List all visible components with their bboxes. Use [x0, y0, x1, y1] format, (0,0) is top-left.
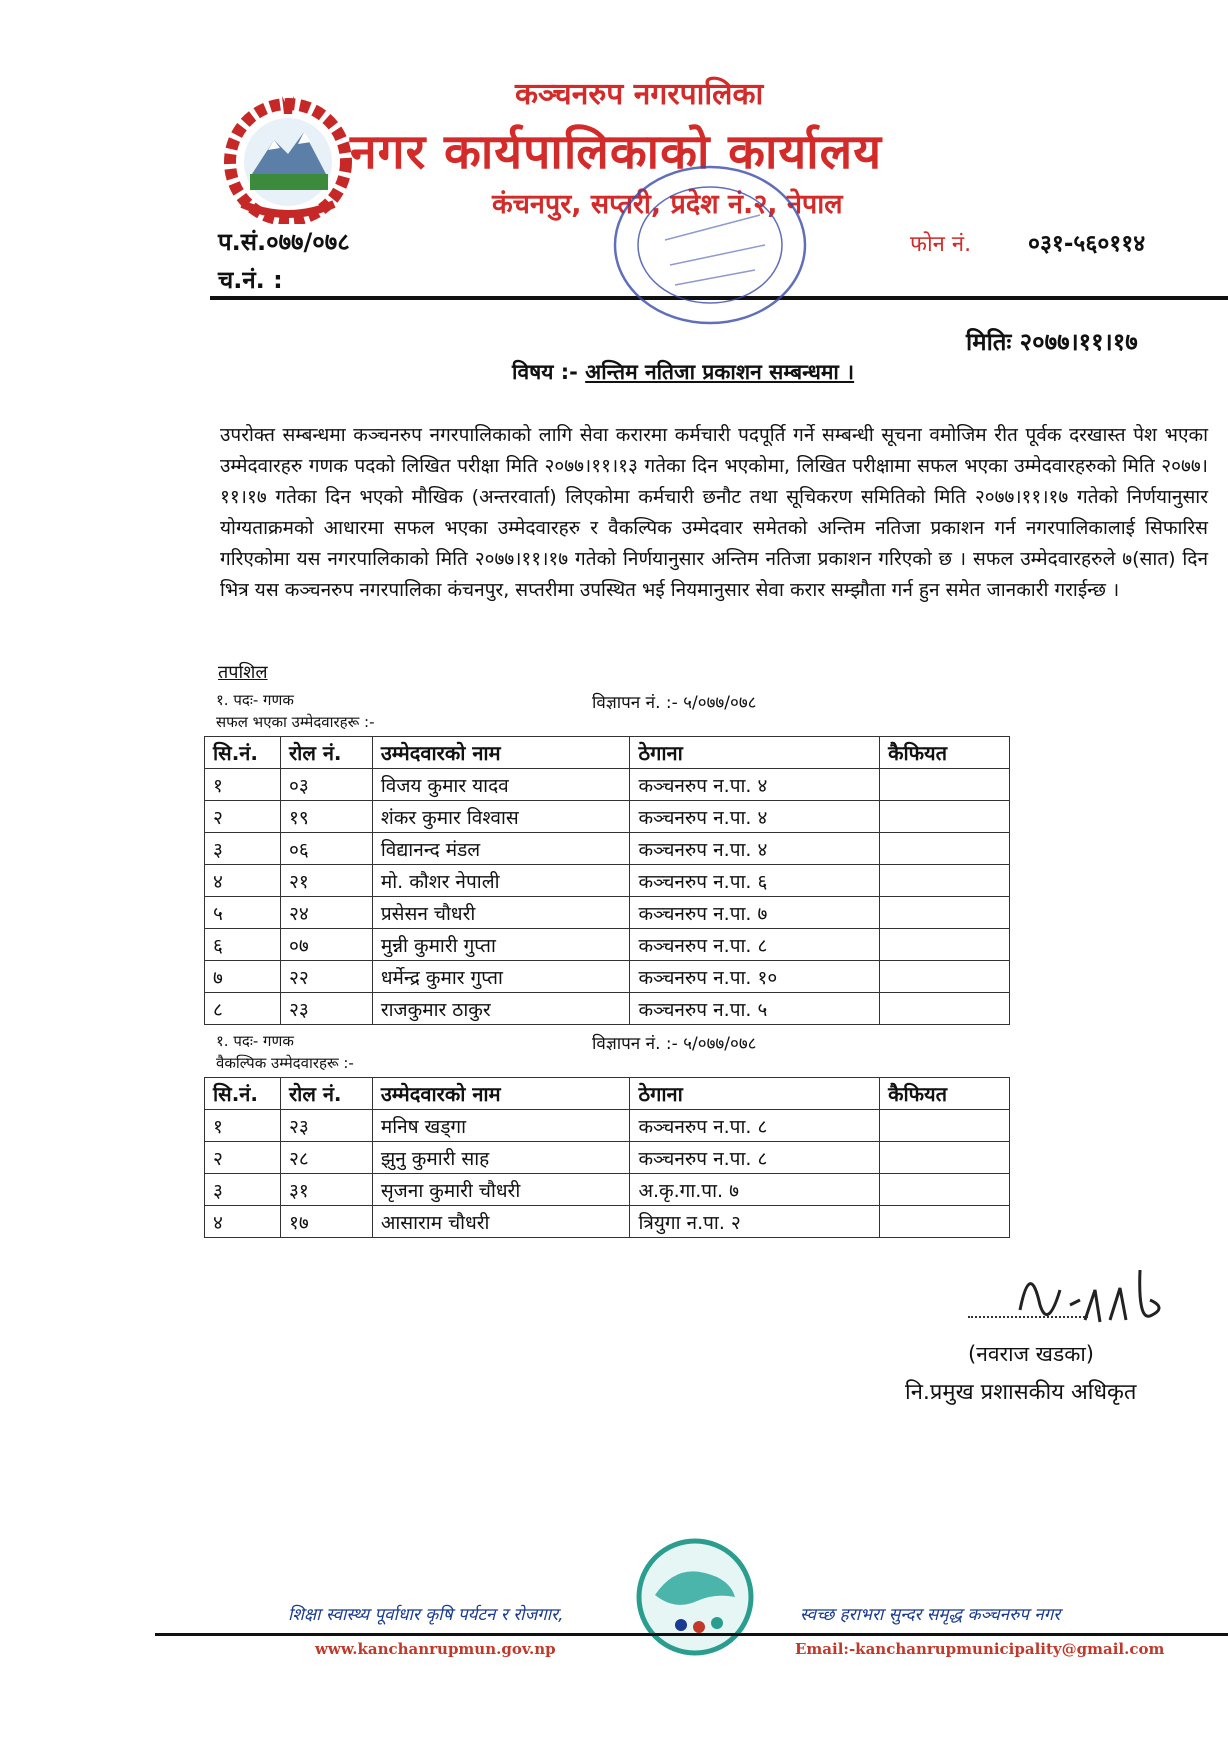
footer-divider — [155, 1633, 1228, 1636]
table-cell: ५ — [205, 897, 281, 929]
table-cell: विद्यानन्द मंडल — [372, 833, 630, 865]
table-cell: मनिष खड्गा — [372, 1110, 630, 1142]
table-cell: २२ — [280, 961, 372, 993]
table-row — [205, 801, 1010, 833]
footer-slogan-left: शिक्षा स्वास्थ्य पूर्वाधार कृषि पर्यटन र रोजगार, — [288, 1605, 564, 1625]
notice-number: विज्ञापन नं. :- ५/०७७/०७८ — [592, 1034, 757, 1054]
child-friendly-governance-logo-icon — [625, 1535, 765, 1665]
table-cell: कञ्चनरुप न.पा. ८ — [630, 929, 880, 961]
table-cell: मुन्नी कुमारी गुप्ता — [372, 929, 630, 961]
table-cell: कञ्चनरुप न.पा. ८ — [630, 1110, 880, 1142]
reference-number: प.सं.०७७/०७८ — [218, 228, 350, 256]
table-cell: कञ्चनरुप न.पा. ४ — [630, 833, 880, 865]
table-cell: ३ — [205, 1174, 281, 1206]
post-label: १. पदः- गणक — [216, 1032, 294, 1050]
table-cell — [880, 993, 1010, 1025]
dispatch-number: च.नं. : — [218, 266, 283, 294]
alternate-candidates-table — [204, 1077, 1010, 1238]
signatory-designation: नि.प्रमुख प्रशासकीय अधिकृत — [905, 1380, 1137, 1405]
column-header: ठेगाना — [630, 737, 880, 769]
table-cell: त्रियुगा न.पा. २ — [630, 1206, 880, 1238]
table-cell: २ — [205, 1142, 281, 1174]
column-header: रोल नं. — [280, 737, 372, 769]
table-cell: प्रसेसन चौधरी — [372, 897, 630, 929]
table-cell: ३१ — [280, 1174, 372, 1206]
table-cell: १७ — [280, 1206, 372, 1238]
table-cell: झुनु कुमारी साह — [372, 1142, 630, 1174]
table-cell: १९ — [280, 801, 372, 833]
table-cell — [880, 801, 1010, 833]
table-header-row — [205, 737, 1010, 769]
column-header: उम्मेदवारको नाम — [372, 1078, 630, 1110]
table-cell — [880, 897, 1010, 929]
table-cell: राजकुमार ठाकुर — [372, 993, 630, 1025]
table-cell — [880, 865, 1010, 897]
subject-prefix: विषय :- — [512, 360, 578, 384]
table-row — [205, 865, 1010, 897]
table-cell: विजय कुमार यादव — [372, 769, 630, 801]
table-cell — [880, 769, 1010, 801]
table-row — [205, 1206, 1010, 1238]
table-cell: धर्मेन्द्र कुमार गुप्ता — [372, 961, 630, 993]
table-cell — [880, 1174, 1010, 1206]
successful-candidates-table — [204, 736, 1010, 1025]
table-cell — [880, 961, 1010, 993]
successful-heading: सफल भएका उम्मेदवारहरू :- — [216, 713, 375, 731]
post-label: १. पदः- गणक — [216, 691, 294, 709]
table-cell: ०३ — [280, 769, 372, 801]
table-cell: सृजना कुमारी चौधरी — [372, 1174, 630, 1206]
municipality-name: कञ्चनरुप नगरपालिका — [515, 77, 764, 112]
table-cell: ४ — [205, 865, 281, 897]
table-cell: २४ — [280, 897, 372, 929]
table-cell: २३ — [280, 1110, 372, 1142]
table-row — [205, 1174, 1010, 1206]
table-cell: २८ — [280, 1142, 372, 1174]
table-cell — [880, 1110, 1010, 1142]
table-cell: ०६ — [280, 833, 372, 865]
letter-subject — [512, 358, 854, 386]
alternate-heading: वैकल्पिक उम्मेदवारहरू :- — [216, 1054, 354, 1072]
signature-icon — [1000, 1250, 1180, 1340]
column-header: सि.नं. — [205, 1078, 281, 1110]
email-link[interactable]: Email:-kanchanrupmunicipality@gmail.com — [795, 1640, 1165, 1658]
table-cell: कञ्चनरुप न.पा. ८ — [630, 1142, 880, 1174]
notice-number: विज्ञापन नं. :- ५/०७७/०७८ — [592, 693, 757, 713]
signature-line — [968, 1316, 1088, 1318]
table-cell — [880, 929, 1010, 961]
table-cell: कञ्चनरुप न.पा. १० — [630, 961, 880, 993]
table-cell — [880, 833, 1010, 865]
office-title: नगर कार्यपालिकाको कार्यालय — [350, 124, 883, 180]
table-header-row — [205, 1078, 1010, 1110]
table-cell: कञ्चनरुप न.पा. ४ — [630, 801, 880, 833]
column-header: उम्मेदवारको नाम — [372, 737, 630, 769]
table-cell: २१ — [280, 865, 372, 897]
table-row — [205, 993, 1010, 1025]
table-row — [205, 1142, 1010, 1174]
subject-text: अन्तिम नतिजा प्रकाशन सम्बन्धमा । — [585, 360, 855, 384]
column-header: ठेगाना — [630, 1078, 880, 1110]
table-cell: ४ — [205, 1206, 281, 1238]
table-row — [205, 897, 1010, 929]
table-cell: २३ — [280, 993, 372, 1025]
column-header: सि.नं. — [205, 737, 281, 769]
table-row — [205, 929, 1010, 961]
table-cell: ०७ — [280, 929, 372, 961]
footer-slogan-right: स्वच्छ हराभरा सुन्दर समृद्ध कञ्चनरुप नगर — [800, 1605, 1061, 1625]
table-cell: ८ — [205, 993, 281, 1025]
table-cell — [880, 1142, 1010, 1174]
table-row — [205, 769, 1010, 801]
table-cell: ६ — [205, 929, 281, 961]
table-cell: आसाराम चौधरी — [372, 1206, 630, 1238]
office-stamp-icon — [595, 145, 825, 335]
table-cell: १ — [205, 769, 281, 801]
table-cell: १ — [205, 1110, 281, 1142]
column-header: कैफियत — [880, 1078, 1010, 1110]
table-cell: २ — [205, 801, 281, 833]
table-cell: कञ्चनरुप न.पा. ६ — [630, 865, 880, 897]
nepal-emblem-icon — [212, 92, 364, 224]
phone-number: ०३१-५६०११४ — [1028, 231, 1146, 257]
table-cell: ७ — [205, 961, 281, 993]
table-cell: कञ्चनरुप न.पा. ४ — [630, 769, 880, 801]
letter-body: उपरोक्त सम्बन्धमा कञ्चनरुप नगरपालिकाको लागि सेवा करारमा कर्मचारी पदपूर्ति गर्ने सम्बन्धी सूचना वमोजिम रीत पूर्वक दरखास्त पेश भएका उम्मेदवारहरु गणक पदको लिखित परीक्षा मिति २०७७।११।१३ गतेका दिन भएकोमा, लिखित परीक्षामा सफल भएका उम्मेदवारहरुको मिति २०७७।११।१७ गतेका दिन भएको मौखिक (अन्तरवार्ता) लिएकोमा कर्मचारी छनौट तथा सूचिकरण समितिको मिति २०७७।११।१७ गतेको निर्णयानुसार योग्यताक्रमको आधारमा सफल भएका उम्मेदवारहरु र वैकल्पिक उम्मेदवार समेतको अन्तिम नतिजा प्रकाशन गर्न नगरपालिकालाई सिफारिस गरिएकोमा यस नगरपालिकाको मिति २०७७।११।१७ गतेको निर्णयानुसार अन्तिम नतिजा प्रकाशन गरिएको छ । सफल उम्मेदवारहरुले ७(सात) दिन भित्र यस कञ्चनरुप नगरपालिका कंचनपुर, सप्तरीमा उपस्थित भई नियमानुसार सेवा करार सम्झौता गर्न हुन समेत जानकारी गराईन्छ । — [220, 424, 1208, 601]
letter-date: मितिः २०७७।११।१७ — [966, 328, 1138, 356]
signatory-name: (नवराज खडका) — [968, 1342, 1094, 1366]
table-cell — [880, 1206, 1010, 1238]
table-row — [205, 961, 1010, 993]
table-cell: ३ — [205, 833, 281, 865]
table-cell: शंकर कुमार विश्वास — [372, 801, 630, 833]
table-cell: कञ्चनरुप न.पा. ५ — [630, 993, 880, 1025]
table-row — [205, 833, 1010, 865]
table-cell: अ.कृ.गा.पा. ७ — [630, 1174, 880, 1206]
table-cell: मो. कौशर नेपाली — [372, 865, 630, 897]
phone-label: फोन नं. — [910, 232, 972, 257]
office-address: कंचनपुर, सप्तरी, प्रदेश नं.२, नेपाल — [492, 189, 843, 220]
details-heading: तपशिल — [218, 662, 268, 683]
table-cell: कञ्चनरुप न.पा. ७ — [630, 897, 880, 929]
column-header: रोल नं. — [280, 1078, 372, 1110]
column-header: कैफियत — [880, 737, 1010, 769]
table-row — [205, 1110, 1010, 1142]
website-link[interactable]: www.kanchanrupmun.gov.np — [315, 1640, 556, 1658]
